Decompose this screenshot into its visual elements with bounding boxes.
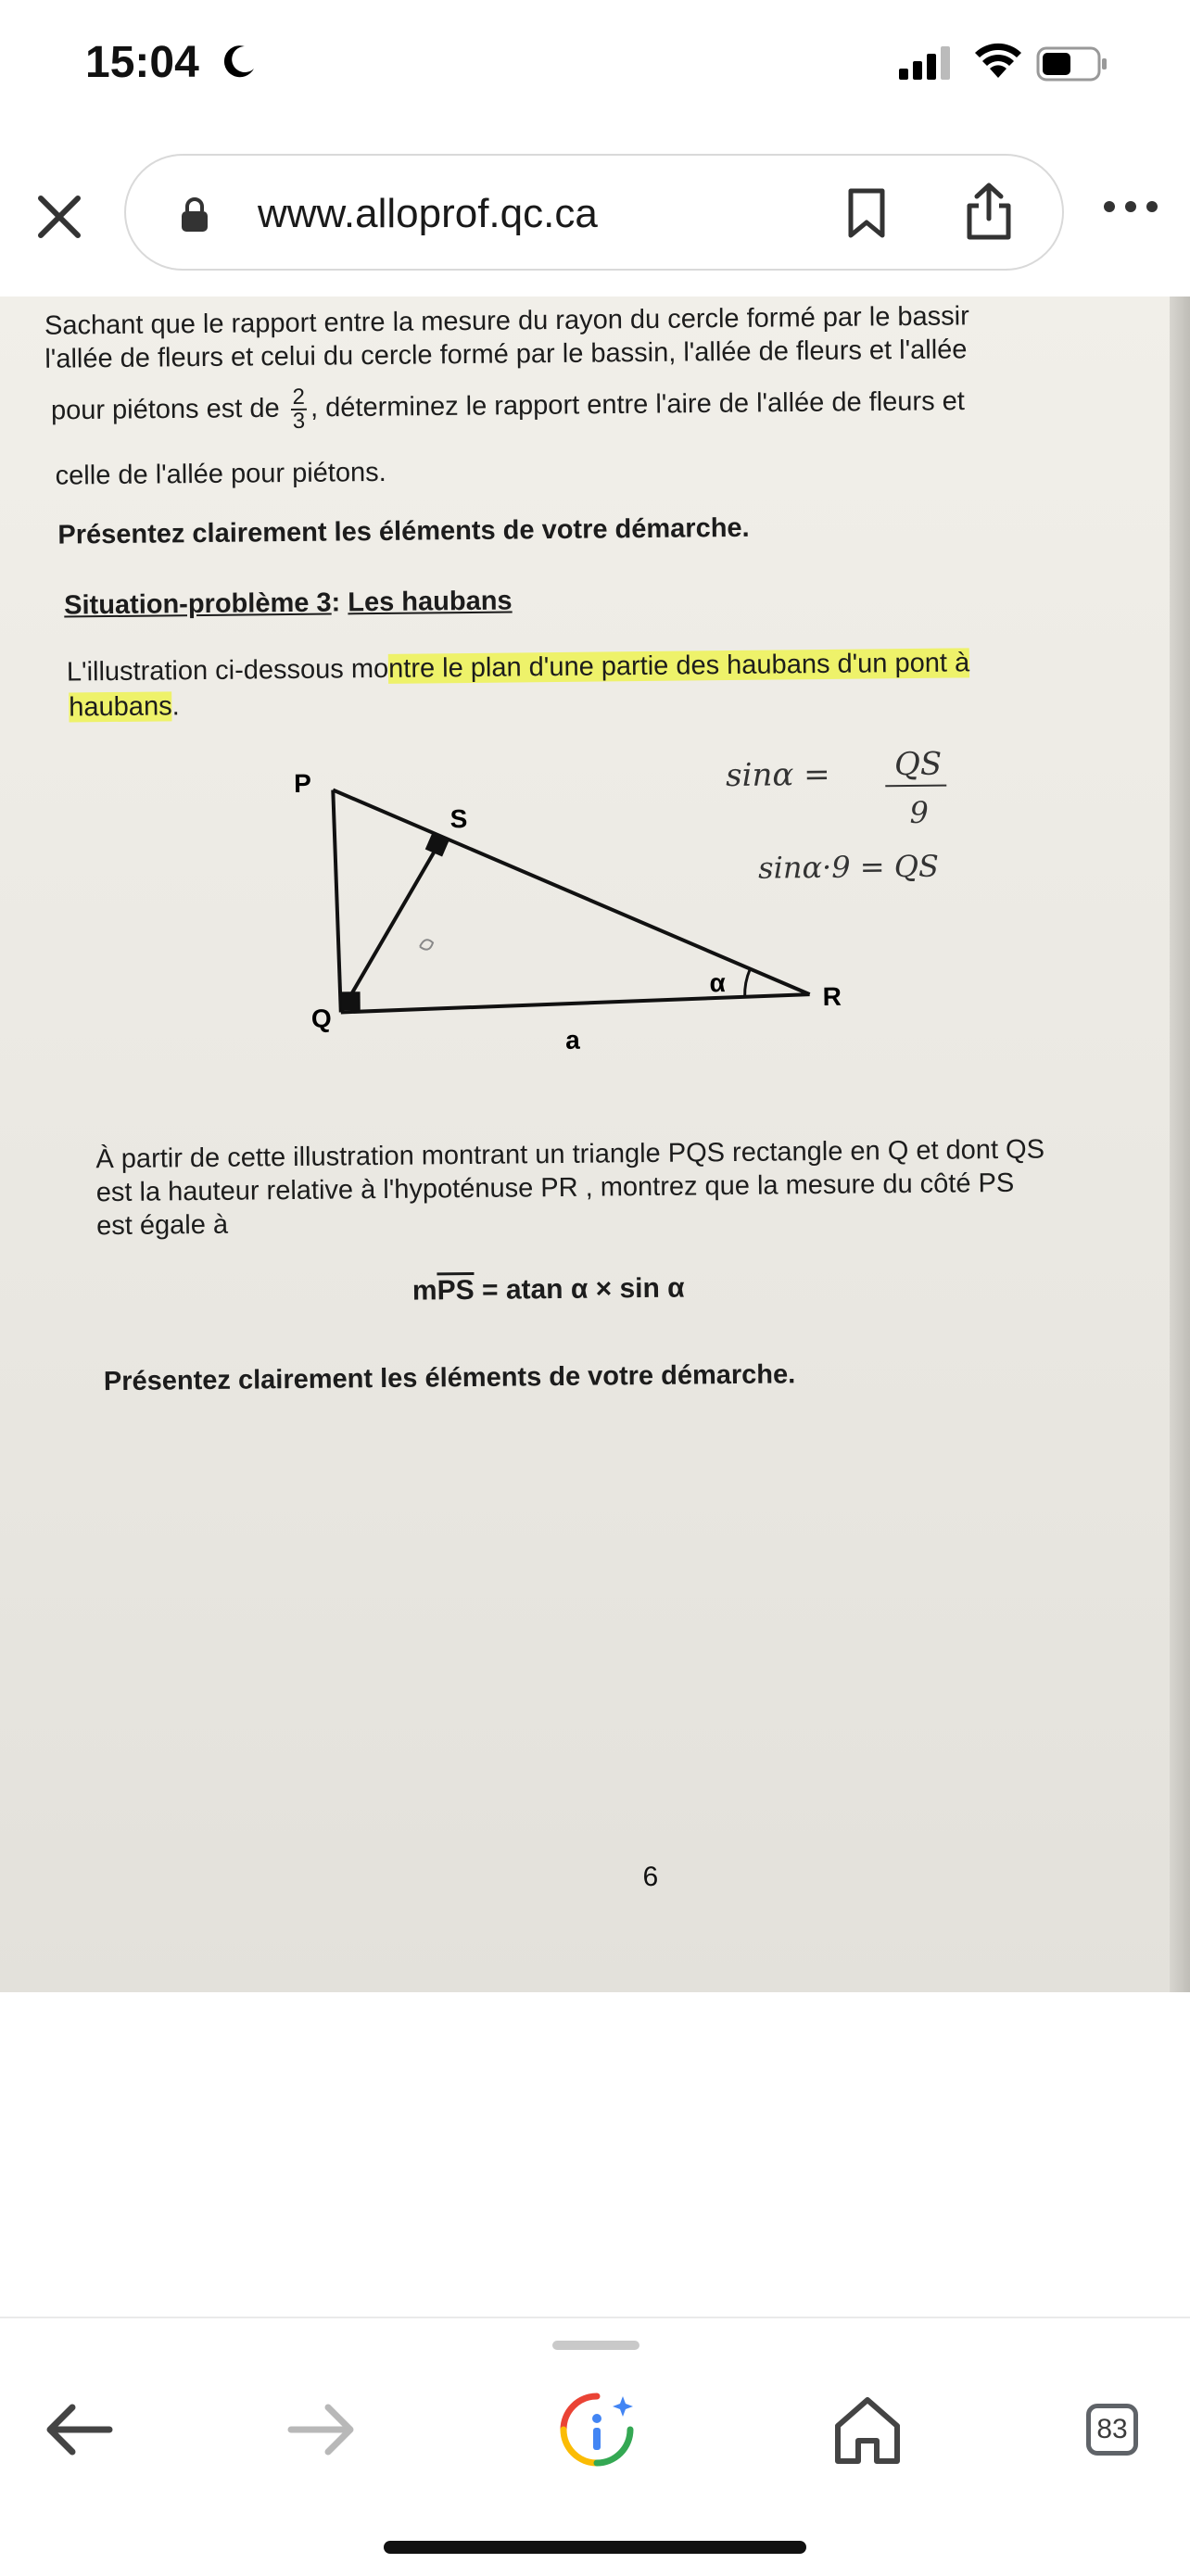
vertex-label-p: P bbox=[294, 768, 312, 798]
more-options-icon[interactable] bbox=[1103, 200, 1158, 213]
pencil-mark bbox=[420, 940, 433, 950]
handwritten-line-2: sinα·9 = QS bbox=[757, 848, 940, 886]
battery-icon bbox=[1036, 46, 1110, 82]
url-text[interactable]: www.alloprof.qc.ca bbox=[258, 191, 598, 236]
side-label-a: a bbox=[564, 1025, 580, 1054]
instruction-text: Présentez clairement les éléments de votre démarche. bbox=[57, 512, 750, 550]
formula-ps: $\overline{PS}$ bbox=[437, 1274, 475, 1307]
paragraph-line: Sachant que le rapport entre la mesure du rayon du cercle formé par le bassir bbox=[44, 301, 969, 341]
fraction-denominator: 3 bbox=[292, 408, 306, 434]
google-lens-icon[interactable] bbox=[551, 2383, 643, 2476]
question-line: À partir de cette illustration montrant un triangle PQS rectangle en Q et dont QS bbox=[95, 1134, 1045, 1175]
altitude-qs bbox=[339, 837, 445, 1012]
formula-rest: = atan α × sin α bbox=[474, 1272, 685, 1306]
fraction-numerator: 2 bbox=[290, 386, 307, 410]
vertex-label-q: Q bbox=[310, 1004, 332, 1033]
paragraph-text: , déterminez le rapport entre l'aire de l'allée de fleurs et bbox=[310, 386, 966, 423]
status-bar bbox=[0, 0, 1190, 139]
side-pq bbox=[333, 789, 341, 1012]
sheet-grabber[interactable] bbox=[552, 2341, 639, 2350]
paragraph-line: l'allée de fleurs et celui du cercle formé par le bassin, l'allée de fleurs et l'allée bbox=[44, 335, 968, 374]
paragraph-text: pour piétons est de bbox=[50, 393, 280, 426]
handwritten-notes bbox=[703, 737, 1020, 907]
address-bar[interactable] bbox=[124, 154, 1064, 271]
situation-separator: : bbox=[331, 587, 348, 618]
formula bbox=[412, 1273, 685, 1307]
vertex-label-s: S bbox=[449, 804, 468, 834]
document-page bbox=[0, 297, 1190, 1992]
home-indicator bbox=[384, 2541, 806, 2554]
document-photo bbox=[0, 297, 1190, 1992]
status-time: 15:04 bbox=[85, 38, 199, 87]
handwritten-qs-top: QS bbox=[893, 745, 943, 784]
situation-title: Les haubans bbox=[348, 586, 513, 618]
vertex-label-r: R bbox=[822, 981, 842, 1011]
intro-line bbox=[69, 689, 180, 724]
handwritten-nine: 9 bbox=[909, 794, 930, 831]
home-icon[interactable] bbox=[821, 2383, 914, 2476]
intro-text: . bbox=[171, 691, 180, 722]
intro-line bbox=[67, 646, 970, 688]
bookmark-icon[interactable] bbox=[845, 187, 888, 239]
forward-arrow-icon[interactable] bbox=[276, 2383, 369, 2476]
wifi-icon bbox=[973, 41, 1023, 80]
angle-arc-alpha bbox=[744, 969, 750, 997]
fraction-bar bbox=[885, 786, 946, 787]
paragraph-line bbox=[51, 379, 965, 435]
angle-label-alpha: α bbox=[709, 968, 726, 998]
share-icon[interactable] bbox=[964, 182, 1014, 241]
tab-switcher-button[interactable] bbox=[1086, 2404, 1179, 2496]
highlighted-text: haubans bbox=[69, 691, 172, 723]
tab-count[interactable]: 83 bbox=[1086, 2404, 1138, 2456]
paragraph-line: celle de l'allée pour piétons. bbox=[55, 457, 386, 491]
moon-icon bbox=[221, 43, 258, 80]
fraction bbox=[290, 386, 307, 433]
formula-m: m bbox=[411, 1275, 437, 1307]
side-qr bbox=[341, 994, 810, 1012]
bottom-navigation bbox=[0, 2317, 1190, 2576]
lock-icon bbox=[180, 196, 209, 234]
page-number: 6 bbox=[642, 1861, 659, 1893]
highlighted-text: ntre le plan d'une partie des haubans d'un pont à bbox=[387, 648, 970, 684]
back-arrow-icon[interactable] bbox=[32, 2383, 124, 2476]
intro-text: L'illustration ci-dessous mo bbox=[66, 653, 389, 688]
handwritten-line-1: sinα = bbox=[725, 755, 830, 795]
instruction-text: Présentez clairement les éléments de votre démarche. bbox=[103, 1359, 796, 1397]
situation-label: Situation-problème 3 bbox=[64, 587, 332, 621]
situation-heading bbox=[64, 584, 513, 622]
cellular-signal-icon bbox=[899, 46, 955, 80]
browser-toolbar bbox=[0, 139, 1190, 297]
right-angle-mark-q bbox=[342, 991, 361, 1010]
right-angle-mark-s bbox=[425, 832, 449, 856]
close-icon[interactable] bbox=[33, 191, 85, 243]
question-line: est égale à bbox=[96, 1209, 229, 1242]
question-line: est la hauteur relative à l'hypoténuse PR , montrez que la mesure du côté PS bbox=[95, 1168, 1015, 1208]
